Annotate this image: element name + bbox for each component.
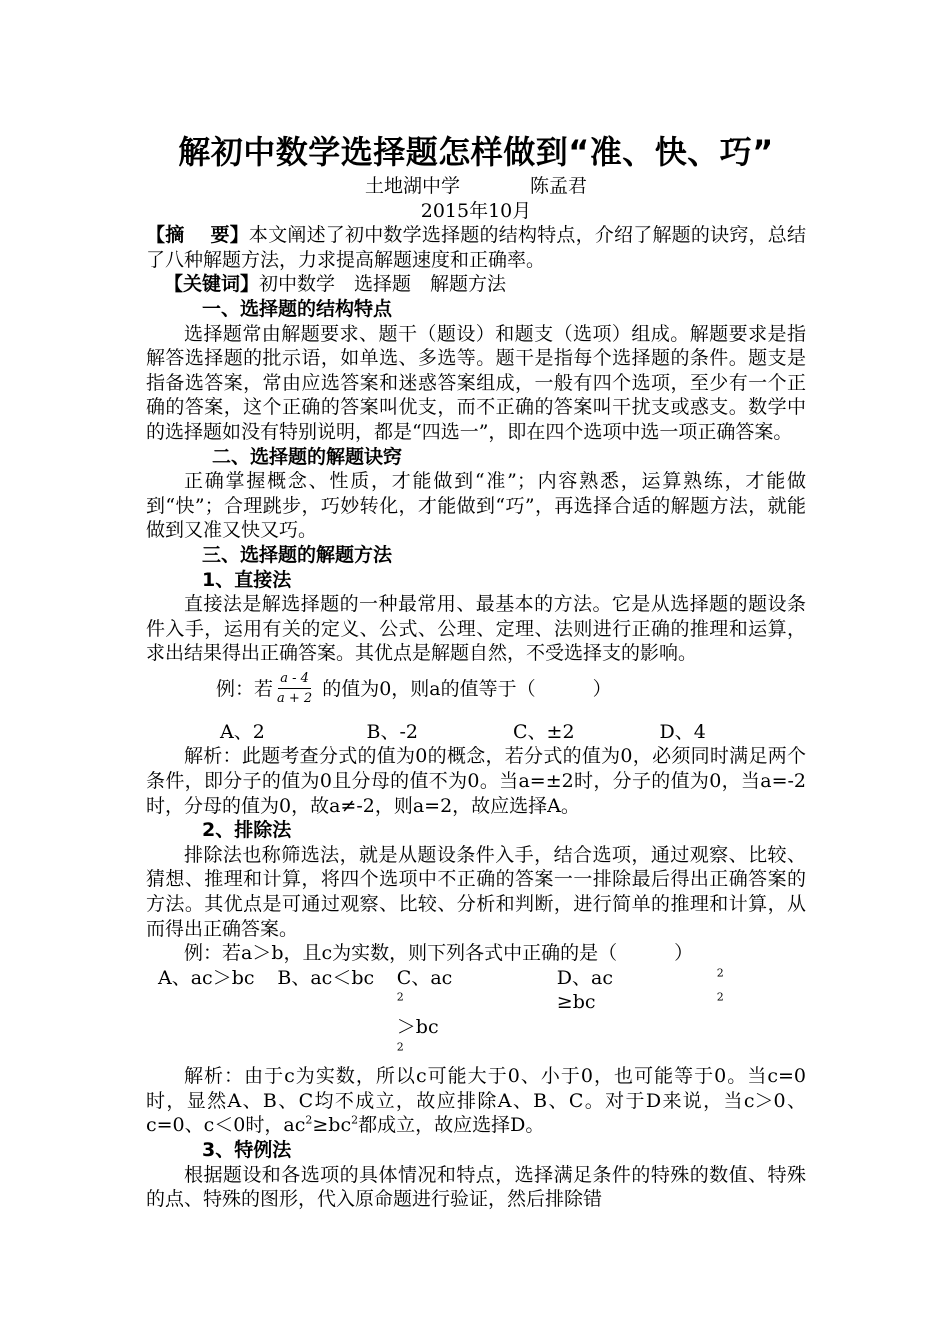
analysis-mid: ≥bc	[312, 1114, 352, 1137]
method-2-example: 例：若a＞b，且c为实数，则下列各式中正确的是（ ）	[184, 942, 694, 965]
abstract-text: 本文阐述了初中数学选择题的结构特点，介绍了解题的诀窍，总结了八种解题方法，力求提高解题速度和正确率。	[146, 224, 806, 271]
option-d-pre: D、ac	[556, 966, 613, 989]
option-c: C、±2	[513, 720, 575, 743]
fraction	[275, 671, 314, 706]
method-2-paragraph: 排除法也称筛选法，就是从题设条件入手，结合选项，通过观察、比较、猜想、推理和计算，将四个选项中不正确的答案一一排除最后得出正确答案的方法。其优点是可通过观察、比较、分析和判断，进行简单的推理和计算，从而得出正确答案。	[146, 843, 806, 940]
option-a: A、2	[220, 720, 265, 743]
method-1-heading: 1、直接法	[202, 568, 292, 591]
method-1-analysis: 解析：此题考查分式的值为0的概念，若分式的值为0，必须同时满足两个条件，即分子的值为0且分母的值不为0。当a=±2时，分子的值为0，当a=-2时，分母的值为0，故a≠-2，则a=2，故应选择A。	[146, 745, 806, 817]
option-d-mid: ≥bc	[556, 991, 596, 1014]
superscript: 2	[716, 991, 724, 1005]
author-school: 土地湖中学	[364, 175, 460, 197]
fraction-numerator: a - 4	[278, 671, 311, 689]
method-3-heading: 3、特例法	[202, 1138, 292, 1161]
abstract-label: 【摘 要】	[146, 224, 249, 247]
option-c-pre: C、ac	[396, 966, 453, 989]
method-1-example	[146, 666, 806, 712]
keywords	[146, 272, 806, 297]
keywords-label: 【关键词】	[164, 273, 260, 296]
method-3-paragraph: 根据题设和各选项的具体情况和特点，选择满足条件的特殊的数值、特殊的点、特殊的图形，代入原命题进行验证，然后排除错	[146, 1163, 806, 1211]
superscript: 2	[716, 966, 724, 980]
keywords-text: 初中数学 选择题 解题方法	[259, 273, 507, 296]
author-name: 陈孟君	[530, 175, 588, 197]
method-1-paragraph: 直接法是解选择题的一种最常用、最基本的方法。它是从选择题的题设条件入手，运用有关的定义、公式、公理、定理、法则进行正确的推理和运算，求出结果得出正确答案。其优点是解题自然，不受选择支的影响。	[146, 593, 806, 665]
superscript: 2	[351, 1114, 359, 1128]
option-c	[397, 966, 557, 1064]
document-page	[146, 130, 806, 1212]
superscript: 2	[396, 1040, 404, 1054]
fraction-denominator: a + 2	[277, 691, 313, 707]
option-d: D、4	[659, 720, 706, 743]
method-2-heading: 2、排除法	[202, 819, 292, 842]
example-suffix: 的值为0，则a的值等于（ ）	[322, 677, 612, 700]
option-a: A、ac＞bc	[158, 966, 255, 989]
superscript: 2	[305, 1114, 313, 1128]
section-heading-3: 三、选择题的解题方法	[202, 543, 393, 566]
option-b: B、ac＜bc	[277, 966, 375, 989]
analysis-pre: 解析：由于c为实数，所以c可能大于0、小于0，也可能等于0。当c=0时，显然A、B、C均不成立，故应排除A、B、C。对于D来说，当c＞0、c=0、c＜0时，ac	[146, 1065, 806, 1137]
method-1-options	[146, 720, 806, 745]
section-2-paragraph: 正确掌握概念、性质，才能做到“准”；内容熟悉，运算熟练，才能做到“快”；合理跳步，巧妙转化，才能做到“巧”，再选择合适的解题方法，就能做到又准又快又巧。	[146, 470, 806, 542]
method-2-analysis	[146, 1064, 806, 1138]
superscript: 2	[396, 991, 404, 1005]
section-heading-1: 一、选择题的结构特点	[202, 297, 393, 320]
document-title: 解初中数学选择题怎样做到“准、快、巧”	[178, 133, 774, 171]
author-line	[146, 174, 806, 199]
section-1-paragraph: 选择题常由解题要求、题干（题设）和题支（选项）组成。解题要求是指解答选择题的批示语，如单选、多选等。题干是指每个选择题的条件。题支是指备选答案，常由应选答案和迷惑答案组成，一般有四个选项，至少有一个正确的答案，这个正确的答案叫优支，而不正确的答案叫干扰支或惑支。数学中的选择题如没有特别说明，都是“四选一”，即在四个选项中选一项正确答案。	[146, 322, 806, 443]
document-date: 2015年10月	[420, 199, 532, 222]
analysis-post: 都成立，故应选择D。	[358, 1114, 545, 1137]
example-prefix: 例：若	[216, 677, 274, 700]
method-2-options	[146, 966, 806, 1064]
option-b: B、-2	[366, 720, 418, 743]
abstract	[146, 223, 806, 272]
option-d	[557, 966, 806, 1064]
option-c-mid: ＞bc	[396, 1016, 439, 1038]
section-heading-2: 二、选择题的解题诀窍	[212, 445, 403, 468]
